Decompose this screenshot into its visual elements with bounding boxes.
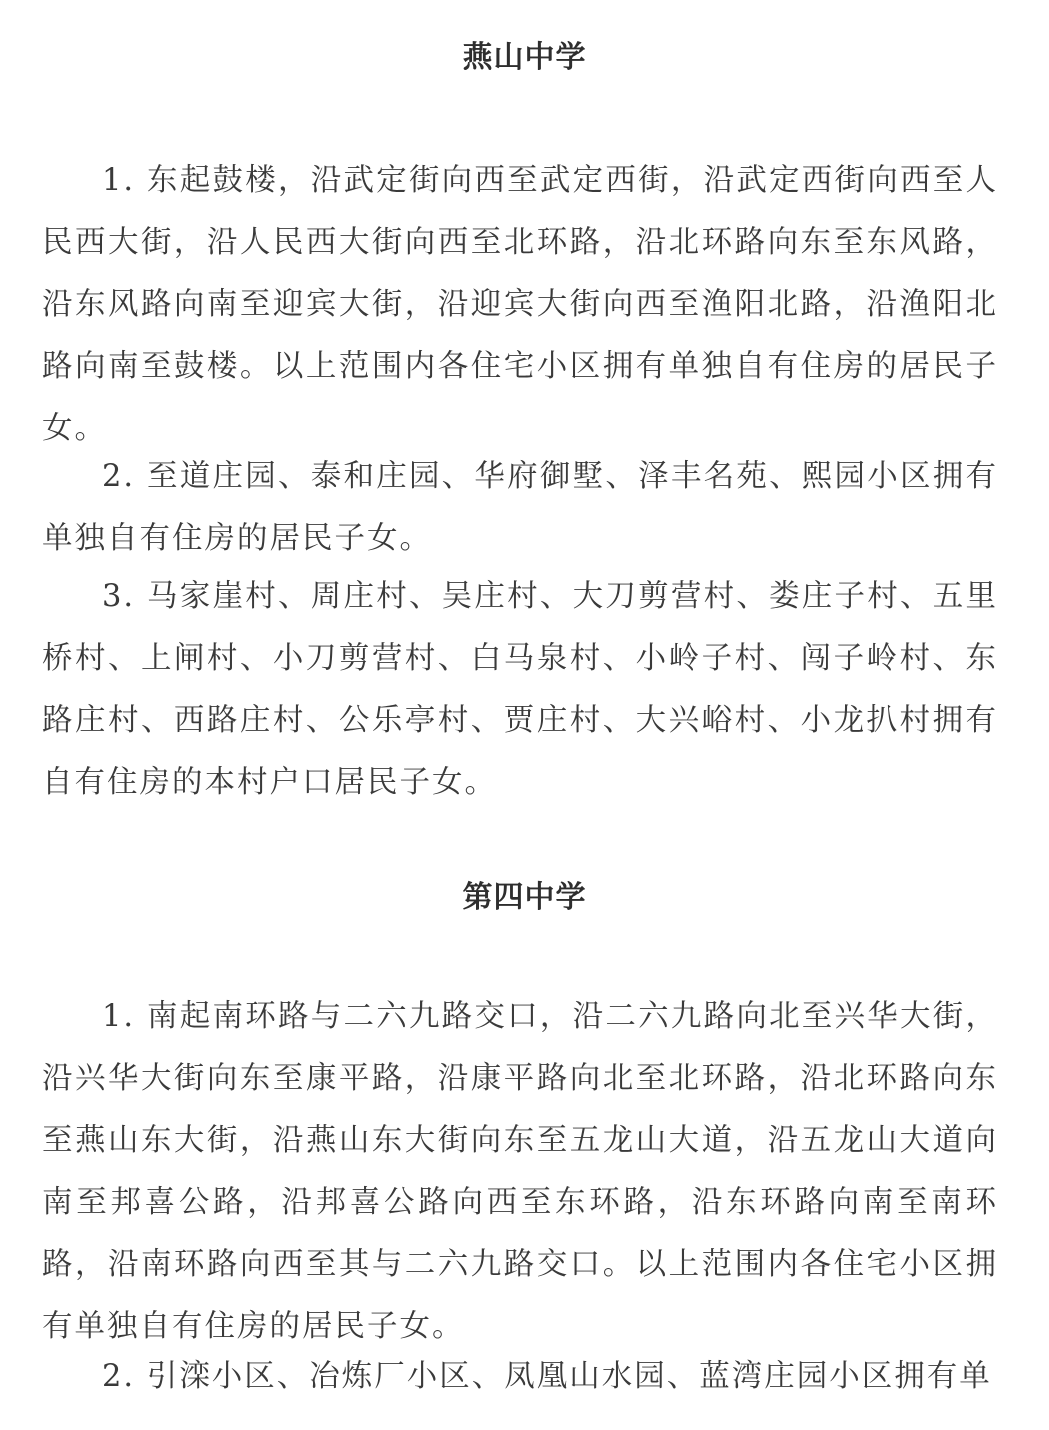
yanshan-item-2: 2. 至道庄园、泰和庄园、华府御墅、泽丰名苑、熙园小区拥有单独自有住房的居民子女。 <box>42 459 998 556</box>
disi-item-1: 1. 南起南环路与二六九路交口，沿二六九路向北至兴华大街，沿兴华大街向东至康平路，沿康平路向北至北环路，沿北环路向东至燕山东大街，沿燕山东大街向东至五龙山大道，沿五龙山大道向南至邦喜公路，沿邦喜公路向西至东环路，沿东环路向南至南环路，沿南环路向西至其与二六九路交口。以上范围内各住宅小区拥有单独自有住房的居民子女。 <box>42 999 998 1344</box>
yanshan-item-3: 3. 马家崖村、周庄村、吴庄村、大刀剪营村、娄庄子村、五里桥村、上闸村、小刀剪营村、白马泉村、小岭子村、闯子岭村、东路庄村、西路庄村、公乐亭村、贾庄村、大兴峪村、小龙扒村拥有自有住房的本村户口居民子女。 <box>42 579 998 800</box>
disi-item-2: 2. 引滦小区、冶炼厂小区、凤凰山水园、蓝湾庄园小区拥有单 <box>102 1359 992 1394</box>
yanshan-item-1: 1. 东起鼓楼，沿武定街向西至武定西街，沿武定西街向西至人民西大街，沿人民西大街向西至北环路，沿北环路向东至东风路，沿东风路向南至迎宾大街，沿迎宾大街向西至渔阳北路，沿渔阳北路向南至鼓楼。以上范围内各住宅小区拥有单独自有住房的居民子女。 <box>42 163 998 446</box>
section-title-disi: 第四中学 <box>462 880 587 915</box>
section-title-yanshan: 燕山中学 <box>462 40 587 75</box>
